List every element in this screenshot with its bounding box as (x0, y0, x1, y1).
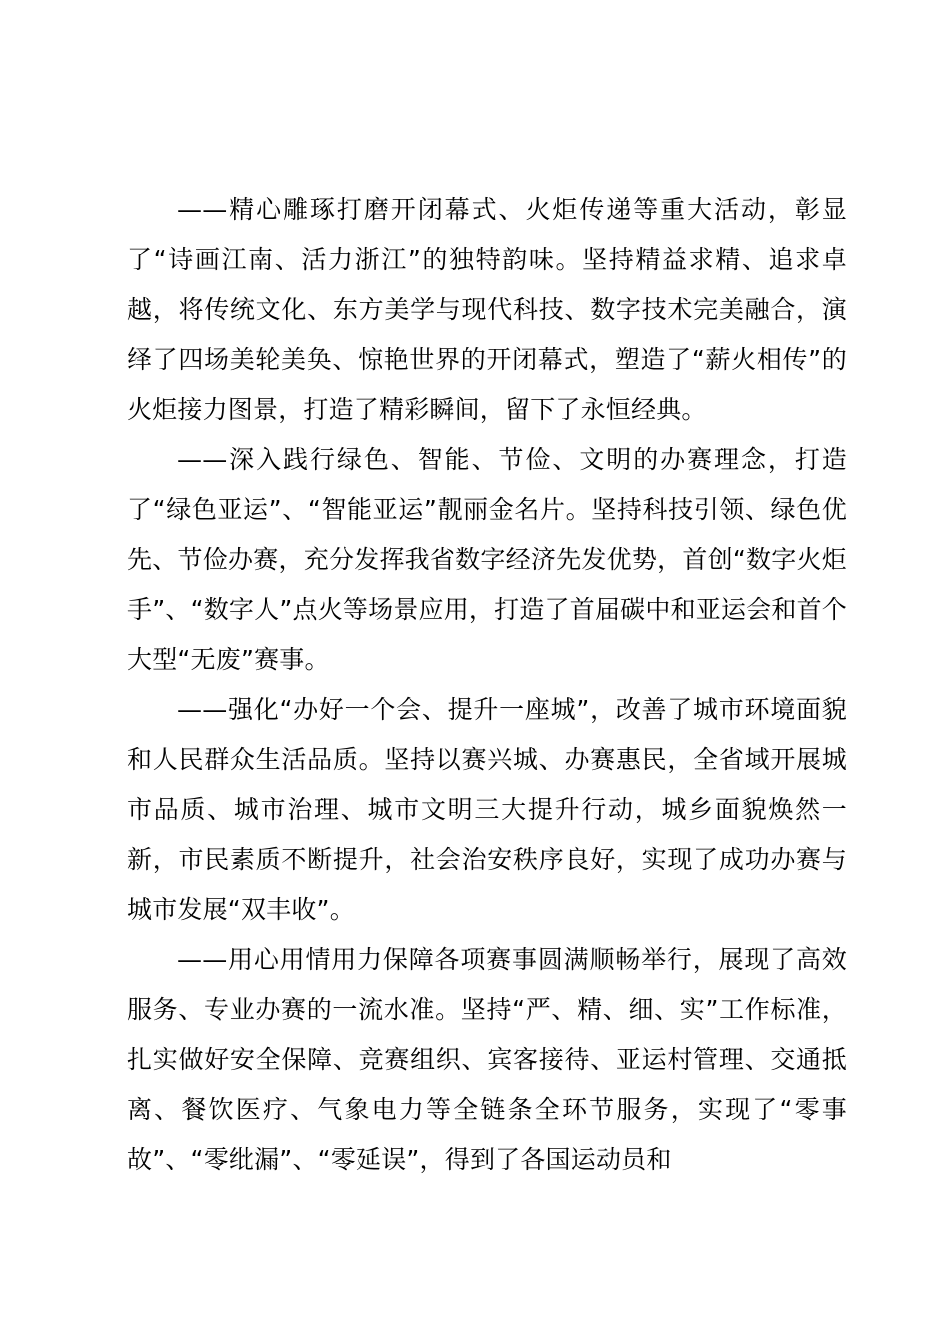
document-body (127, 185, 847, 1185)
paragraph-city-improvement: ——强化“办好一个会、提升一座城”，改善了城市环境面貌和人民群众生活品质。坚持以赛兴城、办赛惠民，全省域开展城市品质、城市治理、城市文明三大提升行动，城乡面貌焕然一新，市民素质不断提升，社会治安秩序良好，实现了成功办赛与城市发展“双丰收”。 (127, 695, 847, 924)
paragraph-ceremonies: ——精心雕琢打磨开闭幕式、火炬传递等重大活动，彰显了“诗画江南、活力浙江”的独特韵味。坚持精益求精、追求卓越，将传统文化、东方美学与现代科技、数字技术完美融合，演绎了四场美轮美奂、惊艳世界的开闭幕式，塑造了“薪火相传”的火炬接力图景，打造了精彩瞬间，留下了永恒经典。 (127, 195, 847, 424)
paragraph-green-smart: ——深入践行绿色、智能、节俭、文明的办赛理念，打造了“绿色亚运”、“智能亚运”靓丽金名片。坚持科技引领、绿色优先、节俭办赛，充分发挥我省数字经济先发优势，首创“数字火炬手”、“数字人”点火等场景应用，打造了首届碳中和亚运会和首个大型“无废”赛事。 (127, 445, 847, 674)
paragraph-event-services: ——用心用情用力保障各项赛事圆满顺畅举行，展现了高效服务、专业办赛的一流水准。坚持“严、精、细、实”工作标准，扎实做好安全保障、竞赛组织、宾客接待、亚运村管理、交通抵离、餐饮医疗、气象电力等全链条全环节服务，实现了“零事故”、“零纰漏”、“零延误”，得到了各国运动员和 (127, 945, 847, 1174)
